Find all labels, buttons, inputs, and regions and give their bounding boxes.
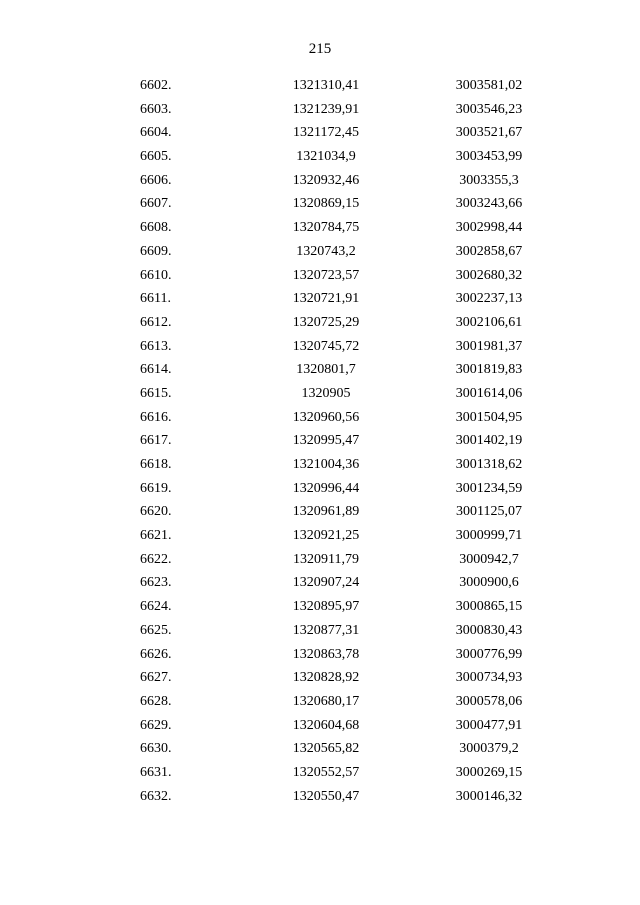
x-coordinate-cell: 1321239,91 (292, 101, 360, 117)
x-coordinate-cell: 1320961,89 (292, 504, 360, 520)
point-number-cell: 6631. (140, 764, 172, 780)
x-coordinate-cell: 1320905 (301, 385, 351, 401)
point-number-cell: 6609. (140, 243, 172, 259)
table-row (0, 643, 640, 667)
point-number-cell: 6625. (140, 622, 172, 638)
x-coordinate-cell: 1320895,97 (292, 599, 360, 615)
table-row (0, 264, 640, 288)
x-coordinate-cell: 1320604,68 (292, 717, 360, 733)
table-row (0, 714, 640, 738)
y-coordinate-cell: 3000942,7 (459, 551, 519, 567)
x-coordinate-cell: 1320877,31 (292, 622, 360, 638)
table-row (0, 690, 640, 714)
y-coordinate-cell: 3001318,62 (455, 457, 523, 472)
y-coordinate-cell: 3002680,32 (455, 267, 523, 283)
x-coordinate-cell: 1320996,44 (292, 480, 360, 496)
table-row (0, 477, 640, 501)
table-row (0, 785, 640, 809)
x-coordinate-cell: 1320725,29 (292, 314, 360, 330)
x-coordinate-cell: 1320911,79 (293, 551, 359, 567)
table-row (0, 240, 640, 264)
y-coordinate-cell: 3001234,59 (455, 480, 523, 496)
table-row (0, 500, 640, 524)
table-row (0, 145, 640, 169)
table-row (0, 571, 640, 595)
table-row (0, 287, 640, 311)
point-number-cell: 6613. (140, 338, 172, 354)
y-coordinate-cell: 3000146,32 (455, 788, 523, 804)
x-coordinate-cell: 1321034,9 (296, 149, 356, 165)
table-row (0, 548, 640, 572)
x-coordinate-cell: 1320743,2 (296, 243, 356, 259)
point-number-cell: 6626. (140, 646, 172, 662)
x-coordinate-cell: 1321172,45 (293, 125, 359, 141)
point-number-cell: 6624. (140, 599, 172, 615)
x-coordinate-cell: 1320723,57 (292, 267, 360, 283)
x-coordinate-cell: 1321310,41 (292, 78, 360, 93)
point-number-cell: 6617. (140, 433, 172, 449)
table-row (0, 666, 640, 690)
y-coordinate-cell: 3000999,71 (455, 528, 523, 544)
x-coordinate-cell: 1320960,56 (292, 409, 360, 425)
point-number-cell: 6623. (140, 575, 172, 591)
table-row (0, 382, 640, 406)
table-row (0, 358, 640, 382)
x-coordinate-cell: 1320550,47 (292, 788, 360, 804)
point-number-cell: 6604. (140, 125, 172, 141)
y-coordinate-cell: 3000900,6 (459, 575, 519, 591)
x-coordinate-cell: 1320863,78 (292, 646, 360, 662)
y-coordinate-cell: 3003243,66 (455, 196, 523, 212)
point-number-cell: 6610. (140, 267, 172, 283)
table-row (0, 429, 640, 453)
point-number-cell: 6632. (140, 788, 172, 804)
table-row (0, 761, 640, 785)
point-number-cell: 6608. (140, 220, 172, 236)
y-coordinate-cell: 3002998,44 (455, 220, 523, 236)
y-coordinate-cell: 3000865,15 (455, 599, 523, 615)
y-coordinate-cell: 3000477,91 (455, 717, 523, 733)
point-number-cell: 6618. (140, 457, 172, 472)
point-number-cell: 6611. (140, 291, 171, 307)
x-coordinate-cell: 1320801,7 (296, 362, 356, 378)
table-row (0, 311, 640, 335)
table-row (0, 335, 640, 359)
page-number: 215 (308, 41, 332, 57)
point-number-cell: 6620. (140, 504, 172, 520)
y-coordinate-cell: 3003521,67 (455, 125, 523, 141)
y-coordinate-cell: 3003546,23 (455, 101, 523, 117)
x-coordinate-cell: 1320565,82 (292, 741, 360, 757)
y-coordinate-cell: 3003581,02 (455, 78, 523, 93)
point-number-cell: 6616. (140, 409, 172, 425)
table-row (0, 192, 640, 216)
point-number-cell: 6621. (140, 528, 172, 544)
x-coordinate-cell: 1320745,72 (292, 338, 360, 354)
point-number-cell: 6629. (140, 717, 172, 733)
x-coordinate-cell: 1321004,36 (292, 457, 360, 472)
table-row (0, 121, 640, 145)
point-number-cell: 6622. (140, 551, 172, 567)
x-coordinate-cell: 1320784,75 (292, 220, 360, 236)
table-row (0, 74, 640, 98)
table-row (0, 98, 640, 122)
y-coordinate-cell: 3000830,43 (455, 622, 523, 638)
point-number-cell: 6628. (140, 693, 172, 709)
point-number-cell: 6602. (140, 78, 172, 93)
x-coordinate-cell: 1320552,57 (292, 764, 360, 780)
y-coordinate-cell: 3001504,95 (455, 409, 523, 425)
y-coordinate-cell: 3003355,3 (459, 172, 519, 188)
y-coordinate-cell: 3000379,2 (459, 741, 519, 757)
table-row (0, 216, 640, 240)
table-row (0, 169, 640, 193)
x-coordinate-cell: 1320828,92 (292, 670, 360, 686)
y-coordinate-cell: 3001614,06 (455, 385, 523, 401)
point-number-cell: 6627. (140, 670, 172, 686)
point-number-cell: 6615. (140, 385, 172, 401)
y-coordinate-cell: 3002106,61 (455, 314, 523, 330)
table-row (0, 619, 640, 643)
point-number-cell: 6612. (140, 314, 172, 330)
point-number-cell: 6603. (140, 101, 172, 117)
y-coordinate-cell: 3000776,99 (455, 646, 523, 662)
point-number-cell: 6605. (140, 149, 172, 165)
x-coordinate-cell: 1320721,91 (292, 291, 360, 307)
y-coordinate-cell: 3003453,99 (455, 149, 523, 165)
x-coordinate-cell: 1320932,46 (292, 172, 360, 188)
point-number-cell: 6619. (140, 480, 172, 496)
x-coordinate-cell: 1320869,15 (292, 196, 360, 212)
table-row (0, 524, 640, 548)
point-number-cell: 6607. (140, 196, 172, 212)
table-row (0, 406, 640, 430)
point-number-cell: 6614. (140, 362, 172, 378)
x-coordinate-cell: 1320995,47 (292, 433, 360, 449)
x-coordinate-cell: 1320907,24 (292, 575, 360, 591)
y-coordinate-cell: 3000578,06 (455, 693, 523, 709)
y-coordinate-cell: 3002237,13 (455, 291, 523, 307)
y-coordinate-cell: 3000269,15 (455, 764, 523, 780)
y-coordinate-cell: 3001819,83 (455, 362, 523, 378)
table-row (0, 737, 640, 761)
point-number-cell: 6606. (140, 172, 172, 188)
table-row (0, 595, 640, 619)
y-coordinate-cell: 3002858,67 (455, 243, 523, 259)
x-coordinate-cell: 1320921,25 (292, 528, 360, 544)
y-coordinate-cell: 3001402,19 (455, 433, 523, 449)
x-coordinate-cell: 1320680,17 (292, 693, 360, 709)
point-number-cell: 6630. (140, 741, 172, 757)
y-coordinate-cell: 3001981,37 (455, 338, 523, 354)
table-row (0, 453, 640, 477)
y-coordinate-cell: 3001125,07 (456, 504, 522, 520)
coordinate-table (0, 74, 640, 808)
y-coordinate-cell: 3000734,93 (455, 670, 523, 686)
